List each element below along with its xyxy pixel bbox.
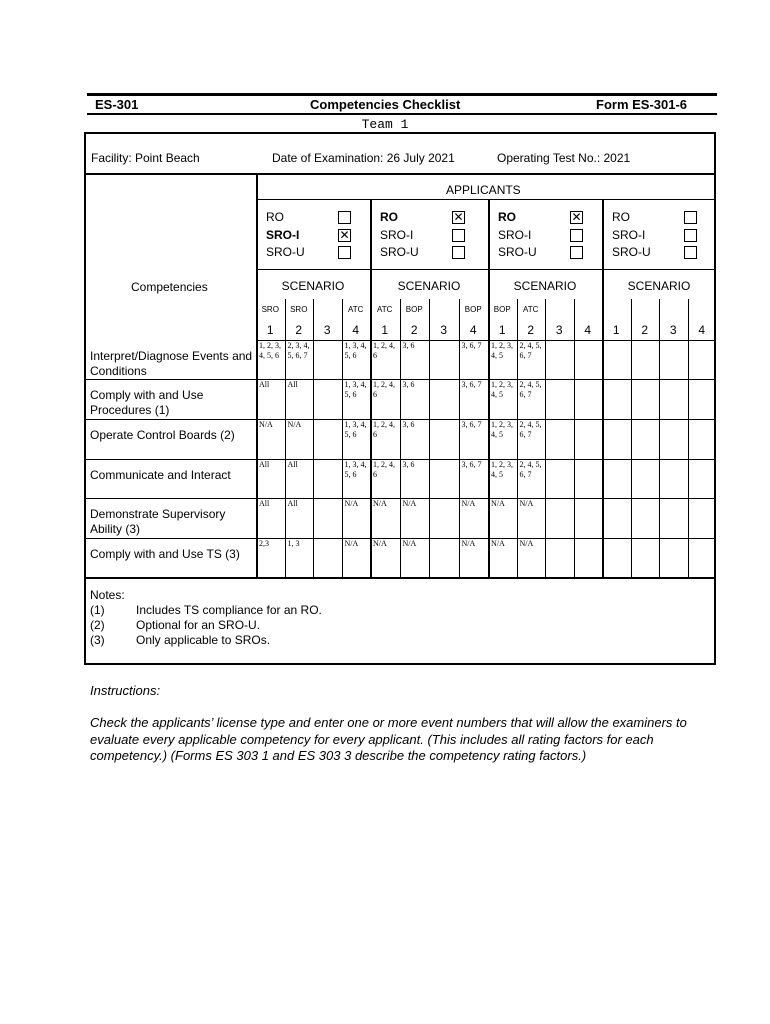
competency-label: Interpret/Diagnose Events and Conditions <box>90 348 253 378</box>
page-title: Competencies Checklist <box>310 97 461 112</box>
note-text: Includes TS compliance for an RO. <box>136 603 322 617</box>
event-cell: N/A <box>461 539 476 548</box>
event-cell: All <box>287 380 298 389</box>
scenario-number: 2 <box>527 323 535 337</box>
event-cell: N/A <box>344 499 359 508</box>
column-divider <box>574 299 575 577</box>
scenario-number: 3 <box>323 323 331 337</box>
note-text: Only applicable to SROs. <box>136 633 271 647</box>
license-checkbox[interactable]: ✕ <box>453 210 464 224</box>
row-divider <box>256 269 716 270</box>
scenario-number: 3 <box>440 323 448 337</box>
column-divider <box>545 299 546 577</box>
event-cell: All <box>287 499 298 508</box>
license-checkbox[interactable] <box>452 229 465 242</box>
scenario-heading: SCENARIO <box>513 279 577 293</box>
column-divider <box>631 299 632 577</box>
column-divider <box>602 199 604 577</box>
facility-label: Facility: Point Beach <box>91 151 200 165</box>
scenario-position: ATC <box>523 305 539 314</box>
event-cell: N/A <box>287 420 302 429</box>
row-divider <box>256 199 716 200</box>
event-cell: 2, 3, 4, 5, 6, 7 <box>287 341 310 360</box>
operating-test-number: Operating Test No.: 2021 <box>497 151 631 165</box>
license-checkbox[interactable] <box>570 246 583 259</box>
event-cell: 3, 6, 7 <box>461 341 482 350</box>
event-cell: 1, 3, 4, 5, 6 <box>344 341 367 360</box>
competency-label: Comply with and Use TS (3) <box>90 546 240 561</box>
event-cell: 1, 3, 4, 5, 6 <box>344 420 367 439</box>
event-cell: N/A <box>491 499 505 508</box>
event-cell: 3, 6 <box>402 420 415 429</box>
license-checkbox[interactable]: ✕ <box>339 228 350 242</box>
license-type-sro-i: SRO-I <box>498 228 532 242</box>
event-cell: 3, 6 <box>402 380 415 389</box>
scenario-heading: SCENARIO <box>281 279 345 293</box>
license-checkbox[interactable] <box>570 229 583 242</box>
event-cell: N/A <box>402 539 417 548</box>
scenario-position: SRO <box>290 305 308 314</box>
scenario-number: 1 <box>266 323 274 337</box>
applicants-heading: APPLICANTS <box>446 183 521 197</box>
event-cell: N/A <box>461 499 476 508</box>
form-id: ES-301 <box>95 97 139 112</box>
event-cell: N/A <box>402 499 417 508</box>
event-cell: N/A <box>491 539 505 548</box>
scenario-number: 1 <box>381 323 389 337</box>
scenario-number: 1 <box>498 323 506 337</box>
form-number: Form ES-301-6 <box>596 97 688 112</box>
event-cell: All <box>259 460 270 469</box>
license-checkbox[interactable] <box>684 246 697 259</box>
license-type-sro-u: SRO-U <box>380 245 419 259</box>
scenario-number: 4 <box>584 323 592 337</box>
event-cell: 2, 4, 5, 6, 7 <box>519 420 542 439</box>
license-type-ro: RO <box>266 210 284 224</box>
license-checkbox[interactable] <box>338 246 351 259</box>
column-divider <box>659 299 660 577</box>
column-divider <box>459 299 460 577</box>
note-number: (1) <box>90 603 105 617</box>
event-cell: All <box>259 380 270 389</box>
scenario-number: 3 <box>555 323 563 337</box>
event-cell: 1, 2, 4, 6 <box>373 460 395 479</box>
license-checkbox[interactable]: ✕ <box>571 210 582 224</box>
license-checkbox[interactable] <box>452 246 465 259</box>
license-type-sro-u: SRO-U <box>498 245 537 259</box>
note-number: (2) <box>90 618 105 632</box>
notes-title: Notes: <box>90 588 125 602</box>
event-cell: 1, 2, 3, 4, 5 <box>491 460 513 479</box>
scenario-position: ATC <box>377 305 393 314</box>
scenario-heading: SCENARIO <box>627 279 691 293</box>
column-divider <box>688 299 689 577</box>
event-cell: 3, 6 <box>402 460 415 469</box>
license-type-sro-i: SRO-I <box>380 228 414 242</box>
scenario-number: 4 <box>698 323 706 337</box>
event-cell: 2, 4, 5, 6, 7 <box>519 460 542 479</box>
event-cell: 1, 2, 3, 4, 5, 6 <box>259 341 281 360</box>
event-cell: N/A <box>519 539 534 548</box>
event-cell: N/A <box>259 420 273 429</box>
scenario-position: BOP <box>405 305 423 314</box>
note-text: Optional for an SRO-U. <box>136 618 261 632</box>
event-cell: 1, 3, 4, 5, 6 <box>344 380 367 399</box>
license-type-ro: RO <box>498 210 516 224</box>
event-cell: 3, 6, 7 <box>461 460 482 469</box>
event-cell: 2, 4, 5, 6, 7 <box>519 341 542 360</box>
column-divider <box>342 299 343 577</box>
scenario-position: SRO <box>261 305 279 314</box>
scenario-number: 3 <box>669 323 677 337</box>
license-checkbox[interactable] <box>684 229 697 242</box>
exam-date: Date of Examination: 26 July 2021 <box>272 151 455 165</box>
event-cell: 1, 3, 4, 5, 6 <box>344 460 367 479</box>
scenario-number: 1 <box>612 323 620 337</box>
instructions-title: Instructions: <box>90 683 161 698</box>
header-top-rule <box>87 93 717 96</box>
event-cell: 1, 2, 4, 6 <box>373 341 395 360</box>
event-cell: 1, 2, 4, 6 <box>373 380 395 399</box>
license-type-sro-i: SRO-I <box>266 228 300 242</box>
scenario-position: BOP <box>493 305 511 314</box>
event-cell: 3, 6, 7 <box>461 380 482 389</box>
instructions-text: Check the applicants’ license type and enter one or more event numbers that will allow the examiners to evaluate every applicable competency for every applicant. (This includes all rating factors for each competency.) (Forms ES 303 1 and ES 303 3 describe the competency rating factors.) <box>90 715 687 763</box>
event-cell: All <box>259 499 270 508</box>
event-cell: 2,3 <box>259 539 269 548</box>
event-cell: 1, 2, 4, 6 <box>373 420 395 439</box>
column-divider <box>370 199 372 577</box>
event-cell: N/A <box>373 539 387 548</box>
license-type-sro-i: SRO-I <box>612 228 646 242</box>
note-number: (3) <box>90 633 105 647</box>
event-cell: All <box>287 460 298 469</box>
event-cell: 3, 6 <box>402 341 415 350</box>
column-divider <box>400 299 401 577</box>
scenario-number: 2 <box>641 323 649 337</box>
header-bottom-rule <box>87 113 717 115</box>
license-checkbox[interactable] <box>338 211 351 224</box>
column-divider <box>256 173 258 577</box>
competencies-heading: Competencies <box>131 280 208 294</box>
column-divider <box>313 299 314 577</box>
competency-label: Operate Control Boards (2) <box>90 428 235 442</box>
event-cell: N/A <box>344 539 359 548</box>
scenario-position: BOP <box>464 305 482 314</box>
scenario-number: 4 <box>469 323 477 337</box>
license-type-sro-u: SRO-U <box>612 245 651 259</box>
event-cell: 1, 3 <box>287 539 300 548</box>
event-cell: 1, 2, 3, 4, 5 <box>491 380 513 399</box>
scenario-number: 2 <box>410 323 418 337</box>
license-type-ro: RO <box>380 210 398 224</box>
scenario-heading: SCENARIO <box>397 279 461 293</box>
column-divider <box>429 299 430 577</box>
license-type-ro: RO <box>612 210 630 224</box>
competency-label: Demonstrate Supervisory Ability (3) <box>90 507 226 536</box>
event-cell: N/A <box>519 499 534 508</box>
event-cell: 2, 4, 5, 6, 7 <box>519 380 542 399</box>
column-divider <box>488 199 490 577</box>
competency-label: Comply with and Use Procedures (1) <box>90 388 204 417</box>
event-cell: 1, 2, 3, 4, 5 <box>491 341 513 360</box>
scenario-position: ATC <box>348 305 364 314</box>
scenario-number: 4 <box>352 323 360 337</box>
license-checkbox[interactable] <box>684 211 697 224</box>
scenario-number: 2 <box>295 323 303 337</box>
team-label: Team 1 <box>361 117 409 132</box>
event-cell: N/A <box>373 499 387 508</box>
event-cell: 1, 2, 3, 4, 5 <box>491 420 513 439</box>
event-cell: 3, 6, 7 <box>461 420 482 429</box>
column-divider <box>285 299 286 577</box>
license-type-sro-u: SRO-U <box>266 245 305 259</box>
column-divider <box>517 299 518 577</box>
competency-label: Communicate and Interact <box>90 467 231 482</box>
